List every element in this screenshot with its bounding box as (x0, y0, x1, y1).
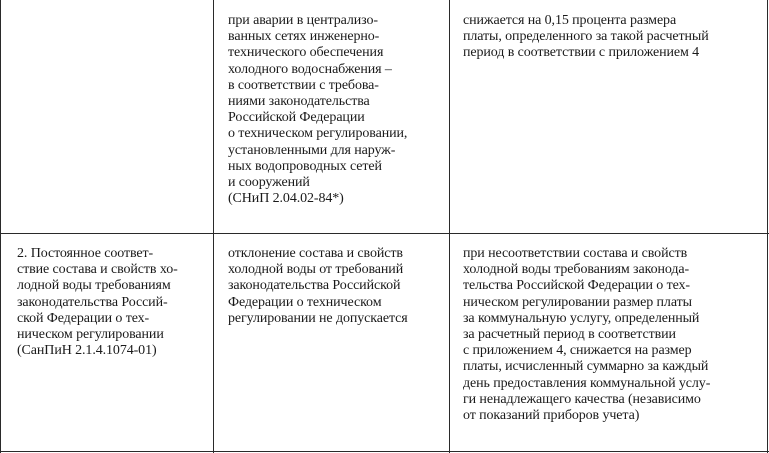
text-line: технического обеспечения (228, 45, 384, 61)
text-line: ниями законодательства (228, 94, 370, 110)
row2-condition-cell (228, 246, 442, 327)
text-line: (СНиП 2.04.02-84*) (228, 191, 344, 207)
text-line: регулировании не допускается (228, 310, 408, 326)
text-line: ги ненадлежащего качества (независимо (463, 391, 701, 407)
column-divider-right (767, 0, 768, 453)
text-line: 2. Постоянное соответ- (17, 246, 154, 261)
text-line: холодного водоснабжения – (228, 61, 392, 77)
text-line: от показаний приборов учета) (463, 408, 640, 424)
table-bottom-border (0, 451, 769, 452)
row2-requirement-cell (17, 246, 207, 359)
column-divider-1 (213, 0, 214, 453)
row-divider (0, 233, 769, 234)
text-line: о техническом регулировании, (228, 126, 408, 142)
text-line: установленными для наруж- (228, 142, 396, 158)
text-line: снижается на 0,15 процента размера (463, 13, 677, 28)
text-line: при несоответствии состава и свойств (463, 246, 688, 261)
text-line: при аварии в централизо- (228, 13, 378, 28)
text-line: день предоставления коммунальной услу- (463, 375, 711, 391)
text-line: с приложением 4, снижается на размер (463, 343, 692, 359)
text-line: в соответствии с требова- (228, 77, 379, 93)
text-line: Российской Федерации (228, 110, 365, 126)
column-divider-left (0, 0, 1, 453)
text-line: период в соответствии с приложением 4 (463, 45, 700, 61)
text-line: (СанПиН 2.1.4.1074-01) (17, 343, 157, 359)
text-line: лодной воды требованиям (17, 278, 171, 294)
text-line: холодной воды от требований (228, 262, 404, 278)
column-divider-2 (449, 0, 450, 453)
text-line: законодательства Россий- (17, 294, 168, 310)
row1-condition-cell (228, 13, 442, 207)
text-line: законодательства Российской (228, 278, 401, 294)
text-line: ническом регулировании размер платы (463, 294, 692, 310)
text-line: ствие состава и свойств хо- (17, 262, 178, 278)
text-line: ных водопроводных сетей (228, 158, 382, 174)
text-line: платы, исчисленный суммарно за каждый (463, 359, 709, 375)
text-line: ванных сетях инженерно- (228, 29, 380, 45)
text-line: ническом регулировании (17, 327, 164, 343)
text-line: холодной воды требованиям законода- (463, 262, 690, 278)
text-line: за коммунальную услугу, определенный (463, 310, 700, 326)
row1-payment-cell (463, 13, 763, 62)
text-line: тельства Российской Федерации о тех- (463, 278, 690, 294)
text-line: за расчетный период в соответствии (463, 327, 676, 343)
row2-payment-cell (463, 246, 763, 424)
text-line: отклонение состава и свойств (228, 246, 403, 261)
text-line: и сооружений (228, 175, 310, 191)
text-line: платы, определенного за такой расчетный (463, 29, 709, 45)
text-line: ской Федерации о тех- (17, 310, 150, 326)
text-line: Федерации о техническом (228, 294, 382, 310)
